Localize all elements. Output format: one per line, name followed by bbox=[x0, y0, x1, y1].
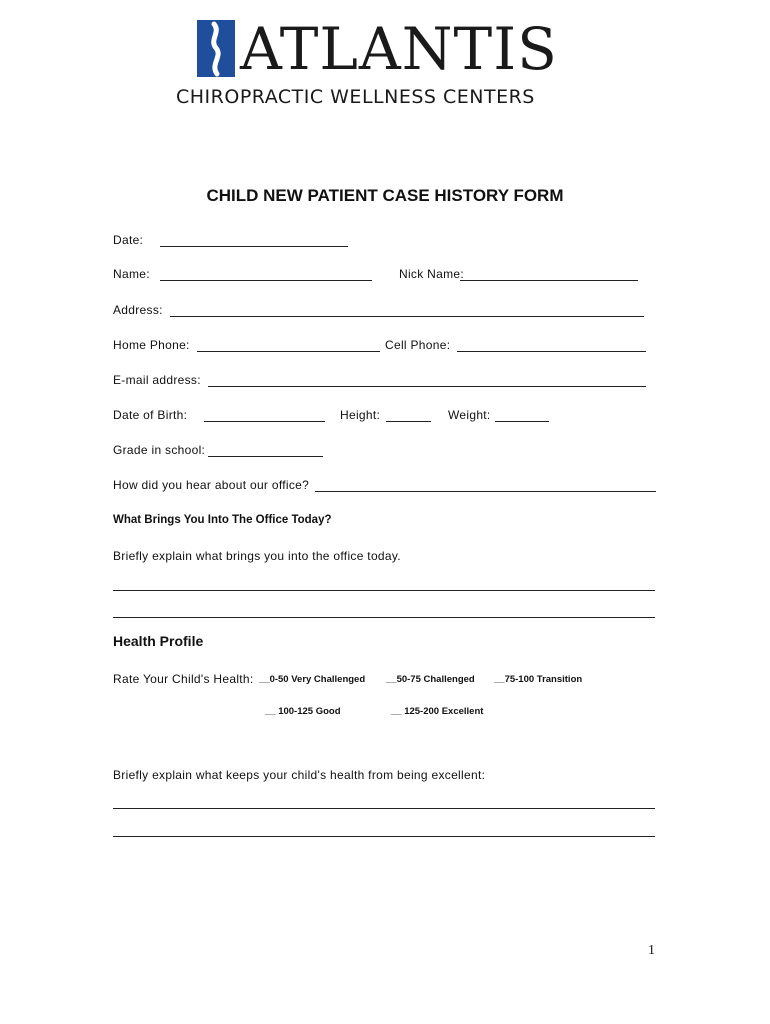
visit-prompt: Briefly explain what brings you into the office today. bbox=[113, 549, 401, 563]
rate-health-label: Rate Your Child's Health: bbox=[113, 672, 254, 686]
health-option-good[interactable]: __ 100-125 Good bbox=[265, 706, 341, 717]
address-field[interactable] bbox=[170, 316, 644, 317]
height-label: Height: bbox=[340, 408, 381, 422]
nickname-label: Nick Name: bbox=[399, 267, 465, 281]
weight-label: Weight: bbox=[448, 408, 491, 422]
email-label: E-mail address: bbox=[113, 373, 201, 387]
page-number: 1 bbox=[648, 943, 655, 958]
health-option-very-challenged[interactable]: __0-50 Very Challenged bbox=[259, 674, 366, 685]
name-label: Name: bbox=[113, 267, 150, 281]
visit-answer-line-2[interactable] bbox=[113, 617, 655, 618]
visit-answer-line-1[interactable] bbox=[113, 590, 655, 591]
brand-tagline: CHIROPRACTIC WELLNESS CENTERS bbox=[176, 86, 535, 108]
height-field[interactable] bbox=[386, 421, 431, 422]
name-field[interactable] bbox=[160, 280, 372, 281]
cell-phone-field[interactable] bbox=[457, 351, 646, 352]
health-answer-line-2[interactable] bbox=[113, 836, 655, 837]
health-option-excellent[interactable]: __ 125-200 Excellent bbox=[391, 706, 484, 717]
health-option-transition[interactable]: __75-100 Transition bbox=[494, 674, 583, 685]
weight-field[interactable] bbox=[495, 421, 549, 422]
dob-field[interactable] bbox=[204, 421, 325, 422]
hear-field[interactable] bbox=[315, 491, 656, 492]
grade-label: Grade in school: bbox=[113, 443, 206, 457]
health-heading: Health Profile bbox=[113, 633, 204, 649]
date-label: Date: bbox=[113, 233, 144, 247]
date-field[interactable] bbox=[160, 246, 348, 247]
hear-label: How did you hear about our office? bbox=[113, 478, 310, 492]
form-title: CHILD NEW PATIENT CASE HISTORY FORM bbox=[206, 186, 564, 205]
home-phone-field[interactable] bbox=[197, 351, 380, 352]
nickname-field[interactable] bbox=[460, 280, 638, 281]
dob-label: Date of Birth: bbox=[113, 408, 188, 422]
brand-name: ATLANTIS bbox=[240, 15, 558, 83]
home-phone-label: Home Phone: bbox=[113, 338, 190, 352]
cell-phone-label: Cell Phone: bbox=[385, 338, 451, 352]
address-label: Address: bbox=[113, 303, 163, 317]
health-answer-line-1[interactable] bbox=[113, 808, 655, 809]
logo-spine-icon bbox=[197, 20, 235, 77]
email-field[interactable] bbox=[208, 386, 646, 387]
health-option-challenged[interactable]: __50-75 Challenged bbox=[386, 674, 475, 685]
grade-field[interactable] bbox=[208, 456, 323, 457]
visit-heading: What Brings You Into The Office Today? bbox=[113, 514, 332, 526]
health-prompt: Briefly explain what keeps your child's health from being excellent: bbox=[113, 768, 486, 782]
